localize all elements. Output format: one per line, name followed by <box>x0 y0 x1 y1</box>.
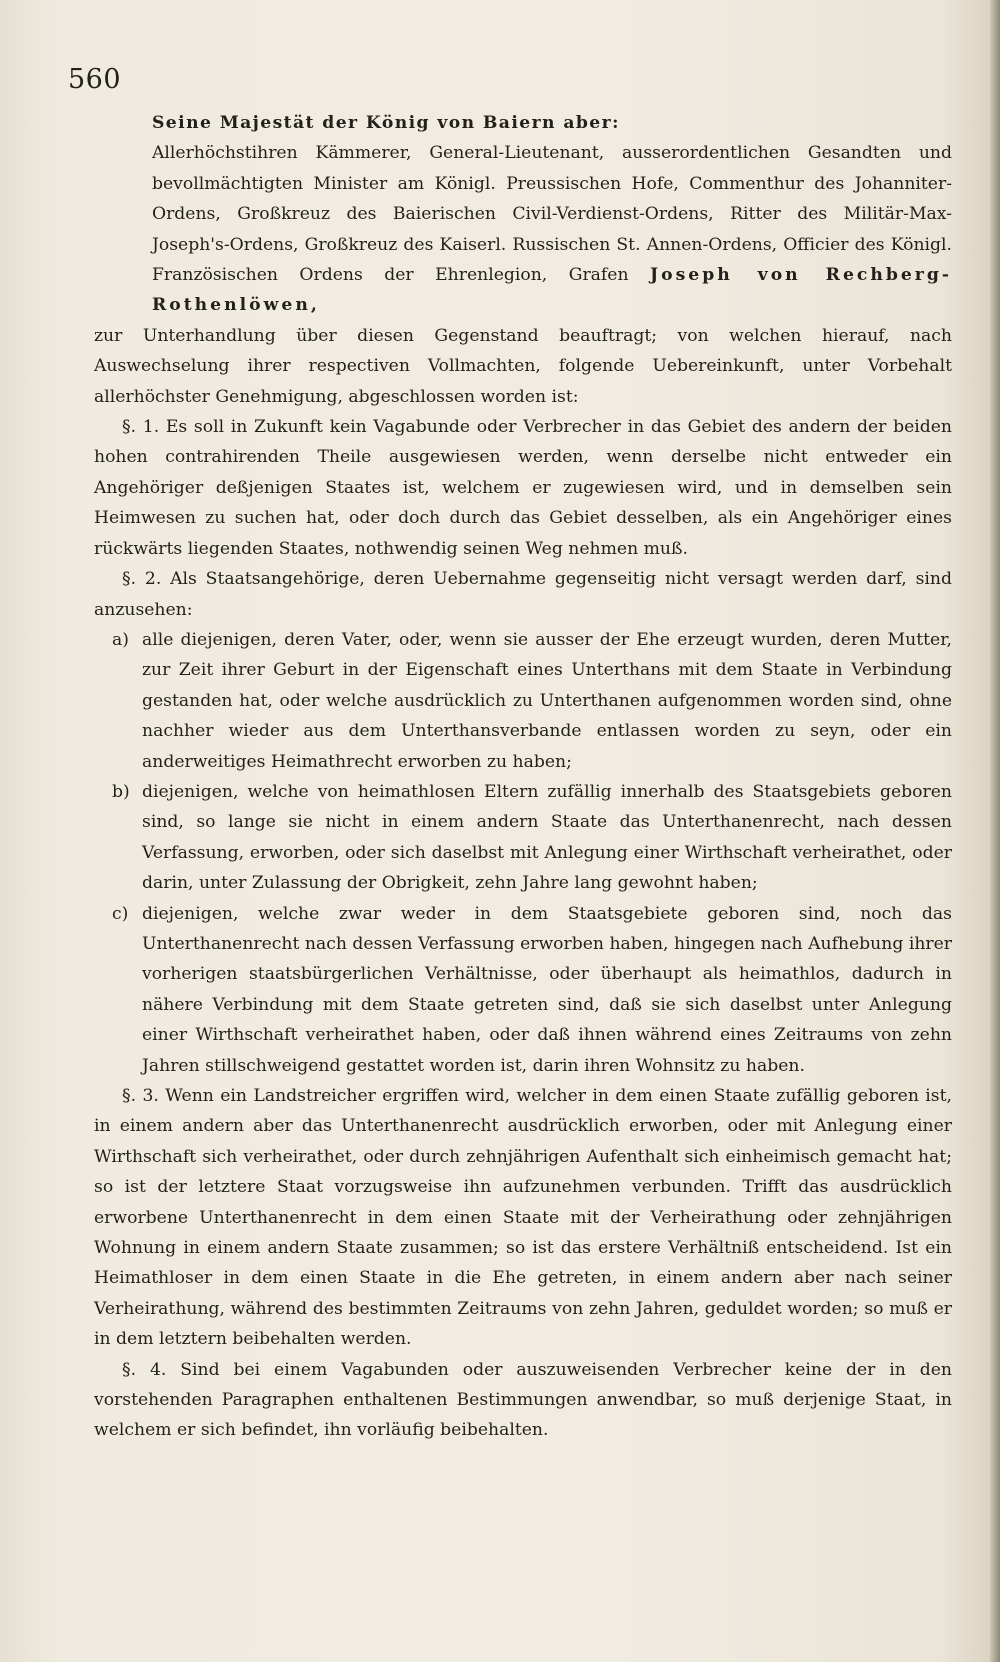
list-item-label: b) <box>112 781 130 802</box>
list-item-label: a) <box>112 629 129 650</box>
list-item-b <box>94 777 952 899</box>
list-item-text: diejenigen, welche von heimathlosen Eltern zufällig innerhalb des Staatsgebiets geboren sind, so lange sie nicht in einem andern Staate das Unterthanenrecht, nach dessen Verfassung, erworben, oder sich daselbst mit Anlegung einer Wirthschaft verheirathet, oder darin, unter Zulassung der Obrigkeit, zehn Jahre lang gewohnt haben; <box>142 781 952 894</box>
page-number: 560 <box>68 64 122 95</box>
heading: Seine Majestät der König von Baiern aber: <box>152 113 620 133</box>
paragraph-1: §. 1. Es soll in Zukunft kein Vagabunde oder Verbrecher in das Gebiet des andern der beiden hohen contrahirenden Theile ausgewiesen werden, wenn derselbe nicht entweder ein Angehöriger deßjenigen Staates ist, welchem er zugewiesen wird, und in demselben sein Heimwesen zu suchen hat, oder doch durch das Gebiet desselben, als ein Angehöriger eines rückwärts liegenden Staates, nothwendig seinen Weg nehmen muß. <box>94 417 952 559</box>
intro-paragraph: zur Unterhandlung über diesen Gegenstand beauftragt; von welchen hierauf, nach Auswechselung ihrer respectiven Vollmachten, folgende Uebereinkunft, unter Vorbehalt allerhöchster Genehmigung, abgeschlossen worden ist: <box>94 325 952 407</box>
list-item-text: alle diejenigen, deren Vater, oder, wenn sie ausser der Ehe erzeugt wurden, deren Mutter, zur Zeit ihrer Geburt in der Eigenschaft eines Unterthans mit dem Staate in Verbindung gestanden hat, oder welche ausdrücklich zu Unterthanen aufgenommen worden sind, ohne nachher wieder aus dem Unterthansverbande entlassen worden zu seyn, oder ein anderweitiges Heimathrecht erworben zu haben; <box>142 629 952 772</box>
paragraph-4: §. 4. Sind bei einem Vagabunden oder auszuweisenden Verbrecher keine der in den vorstehenden Paragraphen enthaltenen Bestimmungen anwendbar, so muß derjenige Staat, in welchem er sich befindet, ihn vorläufig beibehalten. <box>94 1359 952 1441</box>
list-item-label: c) <box>112 903 129 924</box>
paragraph-3: §. 3. Wenn ein Landstreicher ergriffen wird, welcher in dem einen Staate zufällig geboren ist, in einem andern aber das Unterthanenrecht ausdrücklich erworben, oder mit Anlegung einer Wirthschaft sich verheirathet, oder durch zehnjährigen Aufenthalt sich einheimisch gemacht hat; so ist der letztere Staat vorzugsweise ihn aufzunehmen verbunden. Trifft das ausdrücklich erworbene Unterthanenrecht in dem einen Staate mit der Verheirathung oder zehnjährigen Wohnung in einem andern Staate zusammen; so ist das erstere Verhältniß entscheidend. Ist ein Heimathloser in dem einen Staate in die Ehe getreten, in einem andern aber nach seiner Verheirathung, während des bestimmten Zeitraums von zehn Jahren, geduldet worden; so muß er in dem letztern beibehalten werden. <box>94 1086 952 1350</box>
list-item-a <box>94 625 952 777</box>
document-body <box>94 108 952 1446</box>
delegate-name: Joseph von Rechberg-Rothenlöwen, <box>152 265 952 316</box>
paragraph-2: §. 2. Als Staatsangehörige, deren Uebernahme gegenseitig nicht versagt werden darf, sind anzusehen: <box>94 569 952 620</box>
page-edge-shadow <box>990 0 1000 1662</box>
list-item-text: diejenigen, welche zwar weder in dem Staatsgebiete geboren sind, noch das Unterthanenrecht nach dessen Verfassung erworben haben, hingegen nach Aufhebung ihrer vorherigen staatsbürgerlichen Verhältnisse, oder überhaupt als heimathlos, dadurch in nähere Verbindung mit dem Staate getreten sind, daß sie sich daselbst unter Anlegung einer Wirthschaft verheirathet haben, oder daß ihnen während eines Zeitraums von zehn Jahren stillschweigend gestattet worden ist, darin ihren Wohnsitz zu haben. <box>142 903 952 1076</box>
delegate-paragraph <box>94 138 952 320</box>
list-item-c <box>94 899 952 1081</box>
delegate-titles: Allerhöchstihren Kämmerer, General-Lieutenant, ausserordentlichen Gesandten und bevollmächtigten Minister am Königl. Preussischen Hofe, Commenthur des Johanniter-Ordens, Großkreuz des Baierischen Civil-Verdienst-Ordens, Ritter des Militär-Max-Joseph's-Ordens, Großkreuz des Kaiserl. Russischen St. Annen-Ordens, Officier des Königl. Französischen Ordens der Ehrenlegion, Grafen <box>152 143 952 286</box>
